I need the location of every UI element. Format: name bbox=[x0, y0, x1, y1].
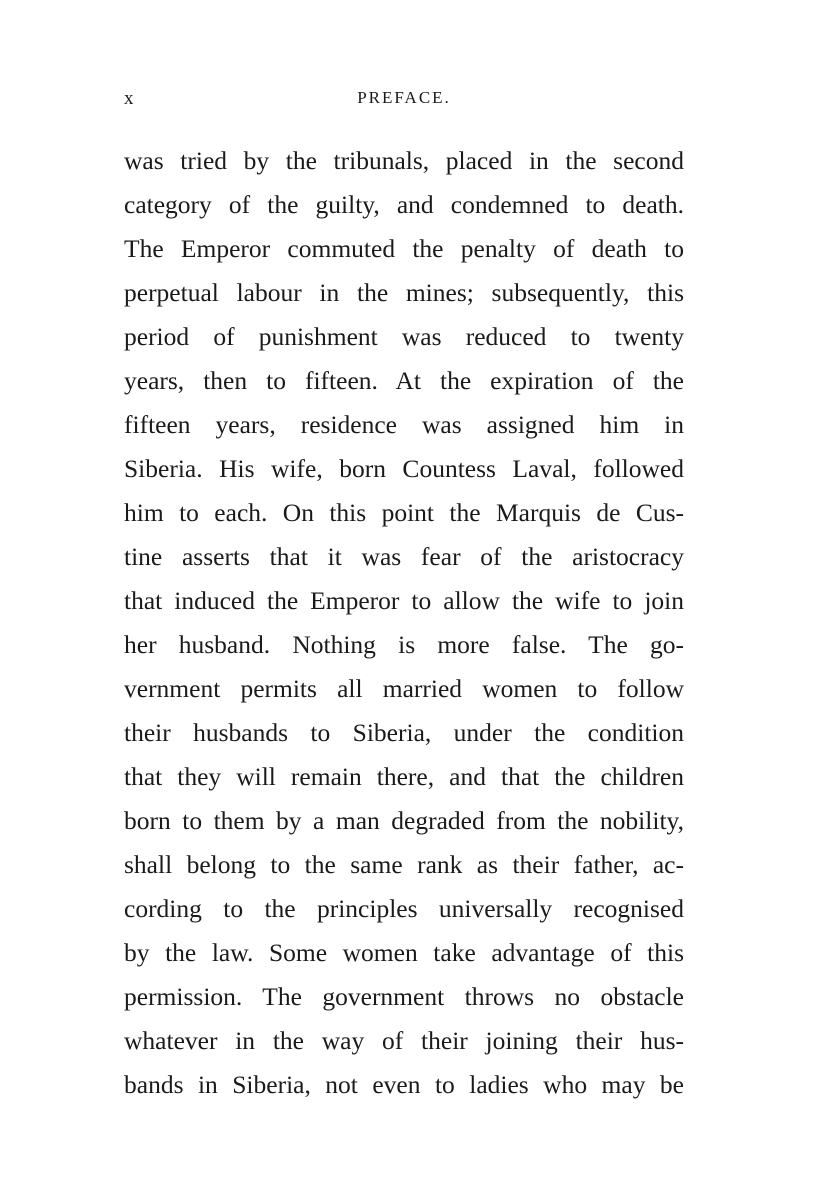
running-head: PREFACE. bbox=[357, 88, 451, 107]
text-line: fifteen years, residence was assigned him in bbox=[124, 410, 684, 439]
text-line: category of the guilty, and condemned to death. bbox=[124, 190, 684, 219]
text-line: that they will remain there, and that the children bbox=[124, 762, 684, 791]
text-line: was tried by the tribunals, placed in the second bbox=[124, 146, 684, 175]
text-line: bands in Siberia, not even to ladies who may be bbox=[124, 1070, 684, 1099]
text-line: Siberia. His wife, born Countess Laval, followed bbox=[124, 454, 684, 483]
text-line: years, then to fifteen. At the expiration of the bbox=[124, 366, 684, 395]
text-line: The Emperor commuted the penalty of death to bbox=[124, 234, 684, 263]
text-line: period of punishment was reduced to twenty bbox=[124, 322, 684, 351]
text-line: by the law. Some women take advantage of this bbox=[124, 938, 684, 967]
text-line: their husbands to Siberia, under the condition bbox=[124, 718, 684, 747]
text-line: permission. The government throws no obstacle bbox=[124, 982, 684, 1011]
page-header bbox=[124, 88, 684, 118]
text-line: shall belong to the same rank as their father, ac- bbox=[124, 850, 684, 879]
text-line: perpetual labour in the mines; subsequently, this bbox=[124, 278, 684, 307]
page-number: x bbox=[124, 88, 135, 109]
text-line: that induced the Emperor to allow the wife to join bbox=[124, 586, 684, 615]
text-line: her husband. Nothing is more false. The go- bbox=[124, 630, 684, 659]
text-line: tine asserts that it was fear of the aristocracy bbox=[124, 542, 684, 571]
text-line: born to them by a man degraded from the nobility, bbox=[124, 806, 684, 835]
text-line: cording to the principles universally recognised bbox=[124, 894, 684, 923]
text-line: vernment permits all married women to follow bbox=[124, 674, 684, 703]
body-text bbox=[124, 139, 684, 1107]
text-line: him to each. On this point the Marquis de Cus- bbox=[124, 498, 684, 527]
text-line: whatever in the way of their joining their hus- bbox=[124, 1026, 684, 1055]
